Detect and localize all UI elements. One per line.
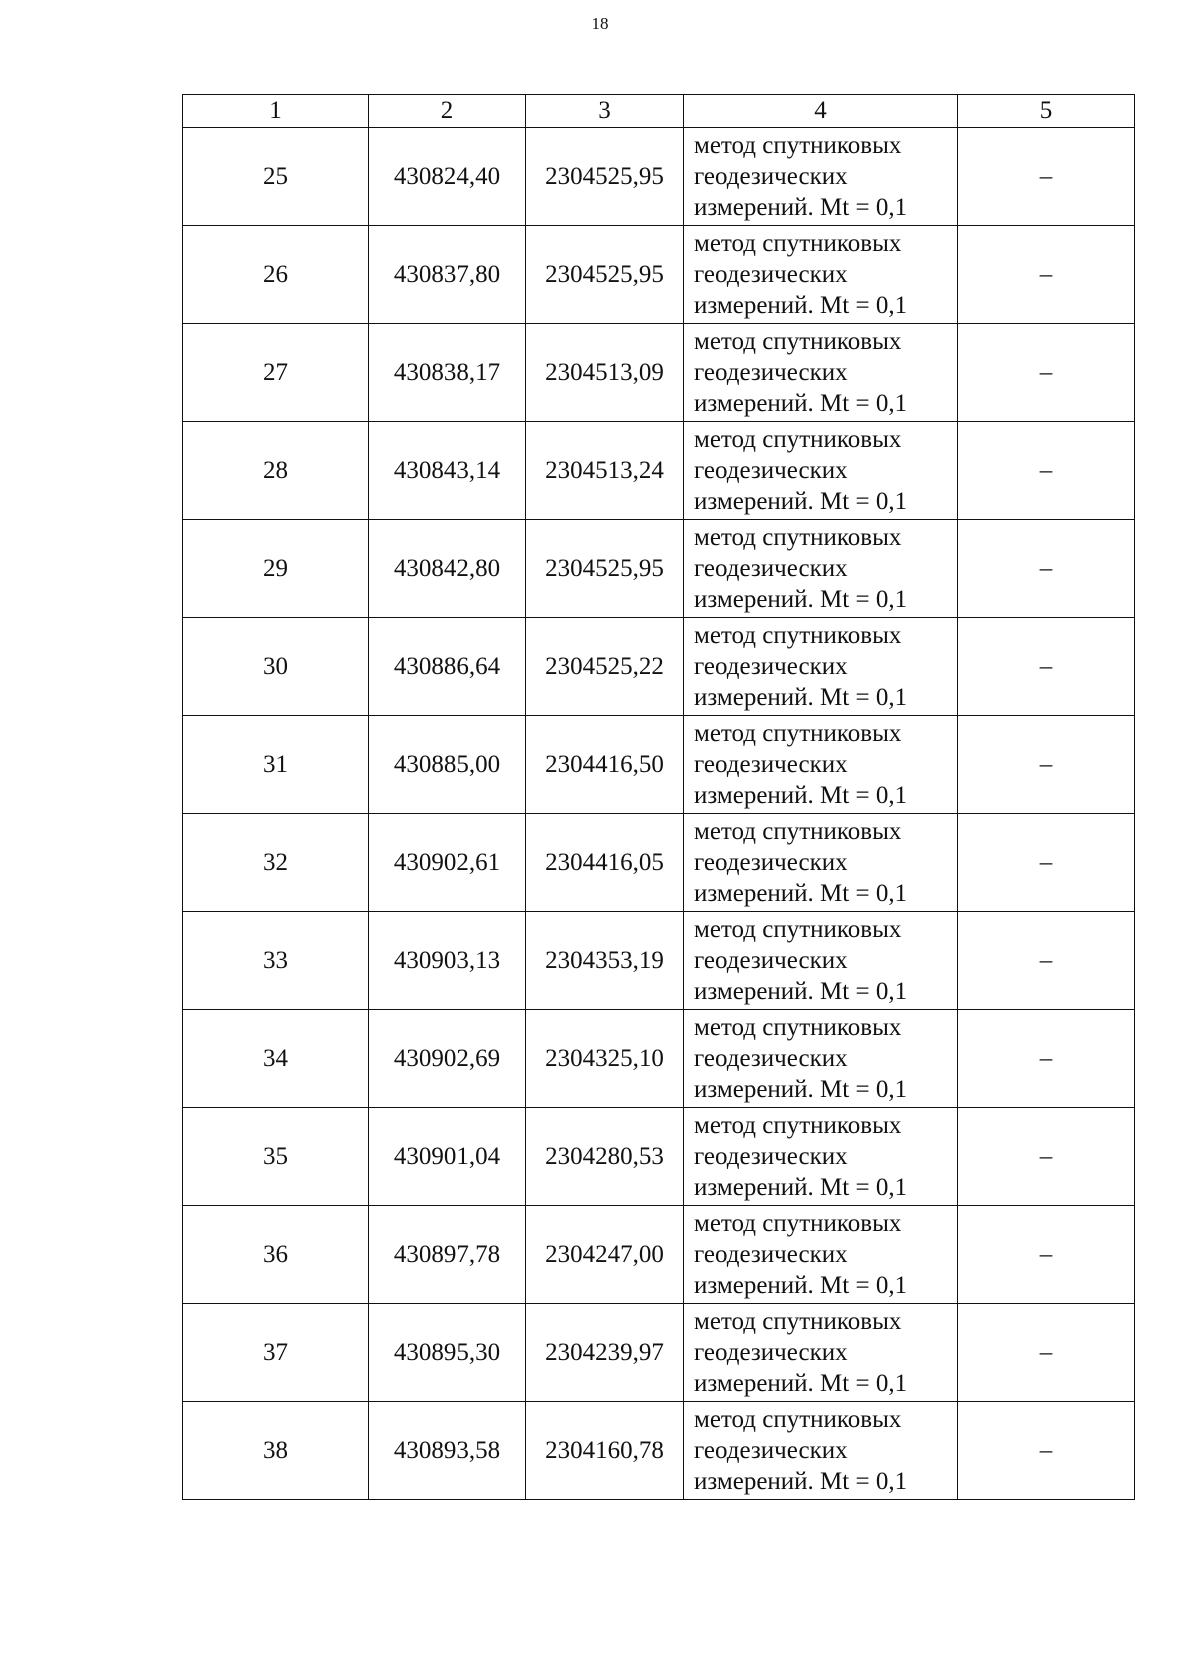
measurement-method: [684, 1010, 958, 1108]
method-line-1: метод спутниковых: [694, 426, 902, 453]
note: –: [958, 1402, 1135, 1500]
coordinates-table: [182, 94, 1135, 1500]
coordinate-x: 430885,00: [369, 716, 526, 814]
note: –: [958, 618, 1135, 716]
method-line-1: метод спутниковых: [694, 1406, 902, 1433]
measurement-method: [684, 520, 958, 618]
note: –: [958, 422, 1135, 520]
measurement-method: [684, 912, 958, 1010]
method-line-2: геодезических: [694, 1143, 848, 1170]
header-col-4: 4: [684, 95, 958, 128]
method-line-1: метод спутниковых: [694, 1112, 902, 1139]
table-body: [183, 128, 1135, 1500]
point-number: 31: [183, 716, 369, 814]
method-line-3: измерений. Mt = 0,1: [694, 978, 908, 1005]
note: –: [958, 814, 1135, 912]
measurement-method: [684, 1402, 958, 1500]
method-line-3: измерений. Mt = 0,1: [694, 1272, 908, 1299]
method-line-2: геодезических: [694, 1339, 848, 1366]
method-line-1: метод спутниковых: [694, 622, 902, 649]
point-number: 38: [183, 1402, 369, 1500]
table-row: [183, 422, 1135, 520]
table-header: [183, 95, 1135, 128]
method-line-2: геодезических: [694, 947, 848, 974]
point-number: 34: [183, 1010, 369, 1108]
measurement-method: [684, 1108, 958, 1206]
method-line-2: геодезических: [694, 555, 848, 582]
point-number: 33: [183, 912, 369, 1010]
method-line-2: геодезических: [694, 751, 848, 778]
table-row: [183, 912, 1135, 1010]
coordinate-y: 2304525,22: [526, 618, 684, 716]
method-line-2: геодезических: [694, 1241, 848, 1268]
note: –: [958, 226, 1135, 324]
note: –: [958, 1010, 1135, 1108]
measurement-method: [684, 226, 958, 324]
coordinate-x: 430837,80: [369, 226, 526, 324]
method-line-2: геодезических: [694, 1437, 848, 1464]
method-line-1: метод спутниковых: [694, 230, 902, 257]
note: –: [958, 716, 1135, 814]
method-line-3: измерений. Mt = 0,1: [694, 488, 908, 515]
point-number: 35: [183, 1108, 369, 1206]
coordinate-y: 2304416,50: [526, 716, 684, 814]
method-line-3: измерений. Mt = 0,1: [694, 194, 908, 221]
method-line-2: геодезических: [694, 163, 848, 190]
note: –: [958, 128, 1135, 226]
coordinate-y: 2304247,00: [526, 1206, 684, 1304]
measurement-method: [684, 814, 958, 912]
point-number: 28: [183, 422, 369, 520]
coordinate-x: 430901,04: [369, 1108, 526, 1206]
method-line-1: метод спутниковых: [694, 916, 902, 943]
table-row: [183, 814, 1135, 912]
header-col-5: 5: [958, 95, 1135, 128]
method-line-3: измерений. Mt = 0,1: [694, 292, 908, 319]
table-row: [183, 520, 1135, 618]
coordinate-x: 430893,58: [369, 1402, 526, 1500]
method-line-3: измерений. Mt = 0,1: [694, 1076, 908, 1103]
coordinate-y: 2304525,95: [526, 226, 684, 324]
method-line-3: измерений. Mt = 0,1: [694, 1468, 908, 1495]
coordinate-y: 2304160,78: [526, 1402, 684, 1500]
method-line-3: измерений. Mt = 0,1: [694, 1370, 908, 1397]
method-line-2: геодезических: [694, 261, 848, 288]
coordinate-y: 2304239,97: [526, 1304, 684, 1402]
coordinate-y: 2304325,10: [526, 1010, 684, 1108]
table-row: [183, 1402, 1135, 1500]
coordinate-x: 430903,13: [369, 912, 526, 1010]
method-line-3: измерений. Mt = 0,1: [694, 390, 908, 417]
measurement-method: [684, 324, 958, 422]
table-row: [183, 1108, 1135, 1206]
measurement-method: [684, 716, 958, 814]
coordinate-y: 2304513,09: [526, 324, 684, 422]
note: –: [958, 1304, 1135, 1402]
method-line-3: измерений. Mt = 0,1: [694, 1174, 908, 1201]
coordinate-y: 2304353,19: [526, 912, 684, 1010]
coordinate-x: 430897,78: [369, 1206, 526, 1304]
point-number: 30: [183, 618, 369, 716]
point-number: 32: [183, 814, 369, 912]
coordinate-y: 2304416,05: [526, 814, 684, 912]
method-line-2: геодезических: [694, 1045, 848, 1072]
coordinate-x: 430842,80: [369, 520, 526, 618]
table-row: [183, 1206, 1135, 1304]
point-number: 26: [183, 226, 369, 324]
method-line-2: геодезических: [694, 653, 848, 680]
coordinate-x: 430824,40: [369, 128, 526, 226]
method-line-2: геодезических: [694, 359, 848, 386]
coordinate-y: 2304280,53: [526, 1108, 684, 1206]
coordinate-x: 430838,17: [369, 324, 526, 422]
page-number: 18: [591, 14, 609, 33]
coordinate-y: 2304525,95: [526, 520, 684, 618]
coordinate-x: 430843,14: [369, 422, 526, 520]
point-number: 27: [183, 324, 369, 422]
method-line-1: метод спутниковых: [694, 132, 902, 159]
table-row: [183, 1304, 1135, 1402]
measurement-method: [684, 1206, 958, 1304]
header-col-1: 1: [183, 95, 369, 128]
table-row: [183, 716, 1135, 814]
coordinate-y: 2304513,24: [526, 422, 684, 520]
table-row: [183, 226, 1135, 324]
method-line-1: метод спутниковых: [694, 1308, 902, 1335]
method-line-3: измерений. Mt = 0,1: [694, 782, 908, 809]
measurement-method: [684, 128, 958, 226]
note: –: [958, 1206, 1135, 1304]
method-line-3: измерений. Mt = 0,1: [694, 586, 908, 613]
table-row: [183, 324, 1135, 422]
method-line-1: метод спутниковых: [694, 818, 902, 845]
measurement-method: [684, 618, 958, 716]
method-line-1: метод спутниковых: [694, 328, 902, 355]
coordinate-x: 430902,61: [369, 814, 526, 912]
table-row: [183, 1010, 1135, 1108]
table-row: [183, 128, 1135, 226]
method-line-3: измерений. Mt = 0,1: [694, 880, 908, 907]
coordinate-x: 430886,64: [369, 618, 526, 716]
method-line-1: метод спутниковых: [694, 1210, 902, 1237]
point-number: 25: [183, 128, 369, 226]
note: –: [958, 912, 1135, 1010]
header-col-3: 3: [526, 95, 684, 128]
note: –: [958, 1108, 1135, 1206]
note: –: [958, 324, 1135, 422]
method-line-1: метод спутниковых: [694, 720, 902, 747]
coordinate-x: 430902,69: [369, 1010, 526, 1108]
measurement-method: [684, 1304, 958, 1402]
coordinate-y: 2304525,95: [526, 128, 684, 226]
coordinate-x: 430895,30: [369, 1304, 526, 1402]
method-line-2: геодезических: [694, 457, 848, 484]
point-number: 37: [183, 1304, 369, 1402]
table-row: [183, 618, 1135, 716]
method-line-3: измерений. Mt = 0,1: [694, 684, 908, 711]
header-row: [183, 95, 1135, 128]
point-number: 36: [183, 1206, 369, 1304]
method-line-1: метод спутниковых: [694, 524, 902, 551]
method-line-1: метод спутниковых: [694, 1014, 902, 1041]
measurement-method: [684, 422, 958, 520]
point-number: 29: [183, 520, 369, 618]
header-col-2: 2: [369, 95, 526, 128]
note: –: [958, 520, 1135, 618]
method-line-2: геодезических: [694, 849, 848, 876]
